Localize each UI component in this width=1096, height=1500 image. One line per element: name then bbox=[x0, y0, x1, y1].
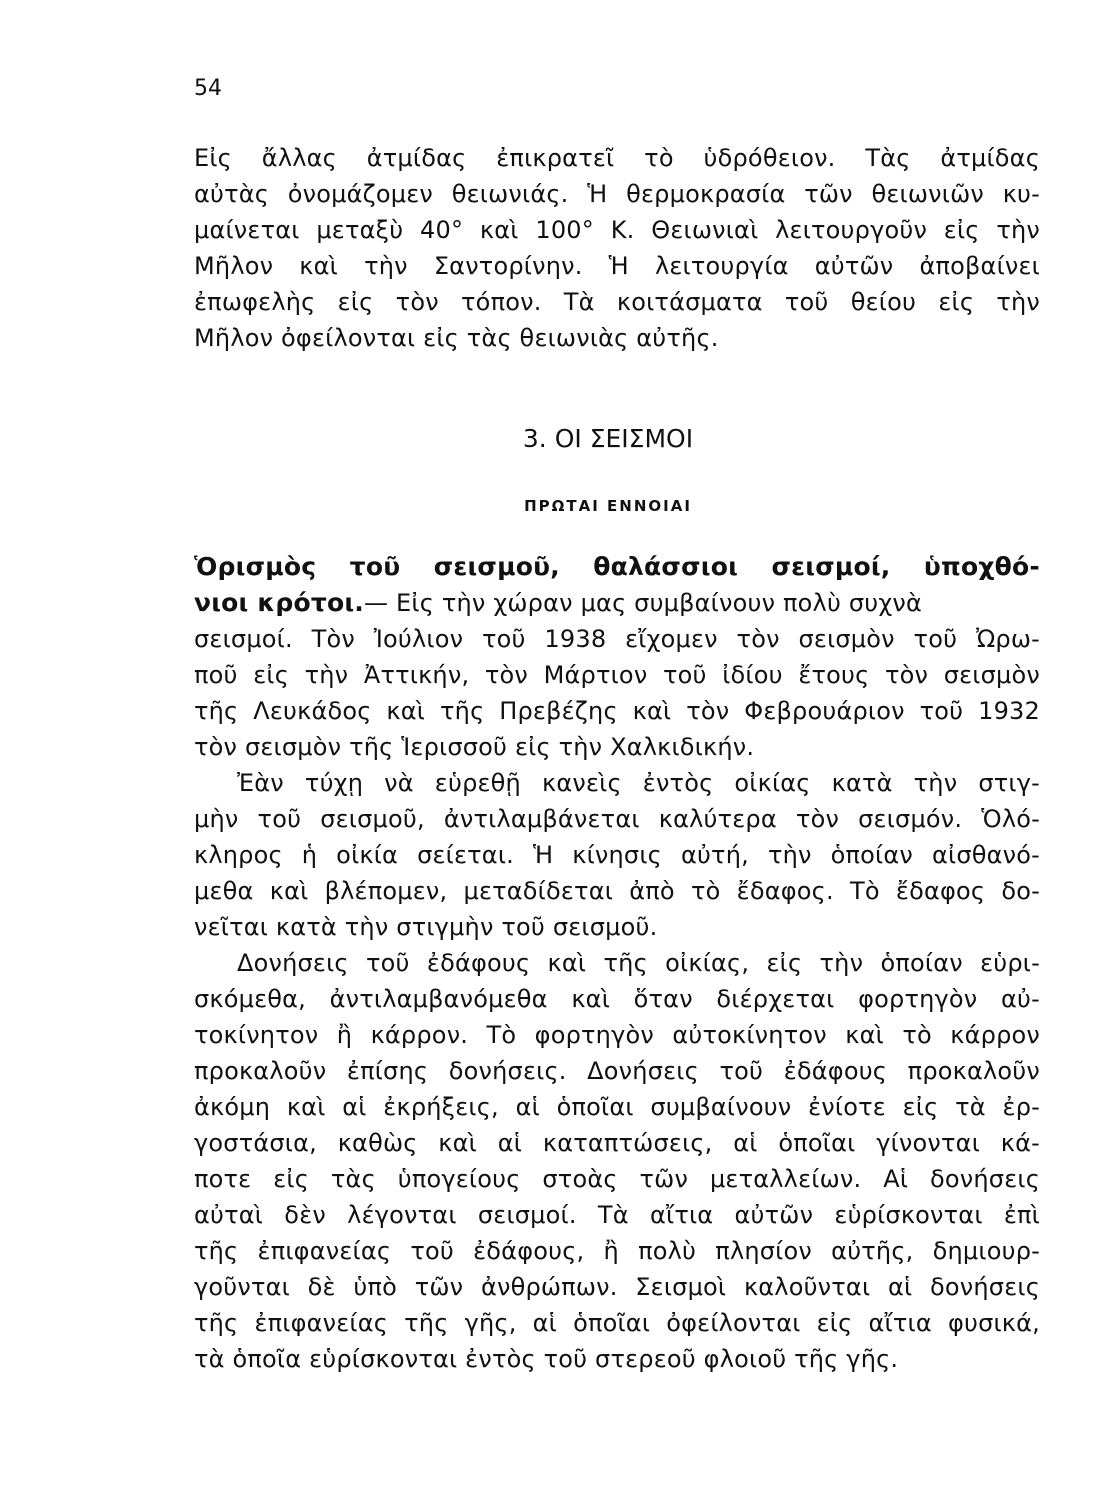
text-line: μεθα καὶ βλέπομεν, μεταδίδεται ἀπὸ τὸ ἔδαφος. Τὸ ἔδαφος δο- bbox=[194, 877, 1040, 905]
text-line: νεῖται κατὰ τὴν στιγμὴν τοῦ σεισμοῦ. bbox=[194, 913, 658, 941]
text-line: ἀκόμη καὶ αἱ ἐκρήξεις, αἱ ὁποῖαι συμβαίνουν ἐνίοτε εἰς τὰ ἐρ- bbox=[194, 1093, 1040, 1121]
subsection-title: ΠΡΩΤΑΙ ΕΝΝΟΙΑΙ bbox=[524, 497, 692, 515]
text-line: μαίνεται μεταξὺ 40° καὶ 100° Κ. Θειωνιαὶ λειτουργοῦν εἰς τὴν bbox=[194, 216, 1040, 244]
text-line: προκαλοῦν ἐπίσης δονήσεις. Δονήσεις τοῦ ἐδάφους προκαλοῦν bbox=[194, 1057, 1040, 1085]
text-line: γοστάσια, καθὼς καὶ αἱ καταπτώσεις, αἱ ὁποῖαι γίνονται κά- bbox=[194, 1129, 1040, 1157]
text-line: γοῦνται δὲ ὑπὸ τῶν ἀνθρώπων. Σεισμοὶ καλοῦνται αἱ δονήσεις bbox=[194, 1273, 1040, 1301]
text-line: τῆς ἐπιφανείας τοῦ ἐδάφους, ἢ πολὺ πλησίον αὐτῆς, δημιουρ- bbox=[194, 1237, 1040, 1265]
text-line: Εἰς ἄλλας ἀτμίδας ἐπικρατεῖ τὸ ὑδρόθειον. Τὰς ἀτμίδας bbox=[194, 144, 1040, 172]
text-line: τὰ ὁποῖα εὑρίσκονται ἐντὸς τοῦ στερεοῦ φλοιοῦ τῆς γῆς. bbox=[194, 1345, 899, 1373]
page-number: 54 bbox=[194, 76, 222, 101]
text-line: τὸν σεισμὸν τῆς Ἱερισσοῦ εἰς τὴν Χαλκιδικήν. bbox=[194, 733, 755, 761]
text-line bbox=[194, 585, 1040, 621]
text-line: αὐτὰς ὀνομάζομεν θειωνιάς. Ἡ θερμοκρασία τῶν θειωνιῶν κυ- bbox=[194, 180, 1040, 208]
paragraph-heading-end: νιοι κρότοι. bbox=[194, 588, 364, 617]
text-line: κληρος ἡ οἰκία σείεται. Ἡ κίνησις αὐτή, τὴν ὁποίαν αἰσθανό- bbox=[194, 841, 1040, 869]
text-line: Δονήσεις τοῦ ἐδάφους καὶ τῆς οἰκίας, εἰς τὴν ὁποίαν εὑρι- bbox=[237, 949, 1040, 977]
intro-paragraph bbox=[194, 140, 1040, 356]
text-line: μὴν τοῦ σεισμοῦ, ἀντιλαμβάνεται καλύτερα τὸν σεισμόν. Ὁλό- bbox=[194, 805, 1040, 833]
text-line: τοκίνητον ἢ κάρρον. Τὸ φορτηγὸν αὐτοκίνητον καὶ τὸ κάρρον bbox=[194, 1021, 1040, 1049]
text-line: Μῆλον καὶ τὴν Σαντορίνην. Ἡ λειτουργία αὐτῶν ἀποβαίνει bbox=[194, 252, 1040, 280]
text-line: Ἐὰν τύχῃ νὰ εὑρεθῇ κανεὶς ἐντὸς οἰκίας κατὰ τὴν στιγ- bbox=[237, 769, 1040, 797]
body-text bbox=[194, 549, 1040, 1377]
text-line: σκόμεθα, ἀντιλαμβανόμεθα καὶ ὅταν διέρχεται φορτηγὸν αὐ- bbox=[194, 985, 1040, 1013]
paragraph-heading: Ὁρισμὸς τοῦ σεισμοῦ, θαλάσσιοι σεισμοί, ὑποχθό- bbox=[194, 552, 1040, 581]
text-line-tail: — Εἰς τὴν χώραν μας συμβαίνουν πολὺ συχνὰ bbox=[364, 589, 923, 617]
text-line: σεισμοί. Τὸν Ἰούλιον τοῦ 1938 εἴχομεν τὸν σεισμὸν τοῦ Ὠρω- bbox=[194, 625, 1040, 653]
section-title: 3. ΟΙ ΣΕΙΣΜΟΙ bbox=[522, 424, 694, 453]
text-line: αὐταὶ δὲν λέγονται σεισμοί. Τὰ αἴτια αὐτῶν εὑρίσκονται ἐπὶ bbox=[194, 1201, 1040, 1229]
text-line: τῆς Λευκάδος καὶ τῆς Πρεβέζης καὶ τὸν Φεβρουάριον τοῦ 1932 bbox=[194, 697, 1040, 725]
text-line: τῆς ἐπιφανείας τῆς γῆς, αἱ ὁποῖαι ὀφείλονται εἰς αἴτια φυσικά, bbox=[194, 1309, 1040, 1337]
text-line: Μῆλον ὀφείλονται εἰς τὰς θειωνιὰς αὐτῆς. bbox=[194, 324, 719, 352]
text-line: ποτε εἰς τὰς ὑπογείους στοὰς τῶν μεταλλείων. Αἱ δονήσεις bbox=[194, 1165, 1040, 1193]
text-line: ποῦ εἰς τὴν Ἀττικήν, τὸν Μάρτιον τοῦ ἰδίου ἔτους τὸν σεισμὸν bbox=[194, 661, 1040, 689]
text-line: ἐπωφελὴς εἰς τὸν τόπον. Τὰ κοιτάσματα τοῦ θείου εἰς τὴν bbox=[194, 288, 1040, 316]
